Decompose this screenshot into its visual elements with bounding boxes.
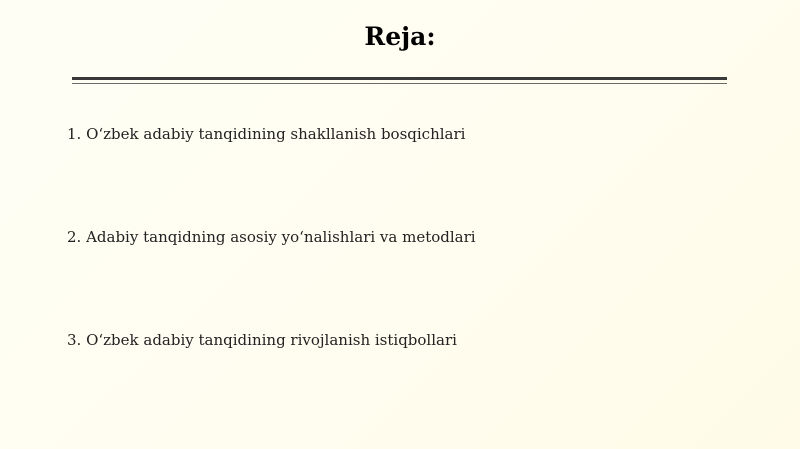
plan-item: 1. O‘zbek adabiy tanqidining shakllanish bosqichlari — [67, 125, 466, 143]
plan-item: 3. O‘zbek adabiy tanqidining rivojlanish istiqbollari — [67, 331, 457, 349]
divider-thick-line — [72, 77, 727, 80]
divider-thin-line — [72, 83, 727, 84]
title-divider — [72, 77, 727, 86]
slide-title: Reja: — [364, 22, 436, 51]
plan-item: 2. Adabiy tanqidning asosiy yo‘nalishlari va metodlari — [67, 228, 476, 246]
